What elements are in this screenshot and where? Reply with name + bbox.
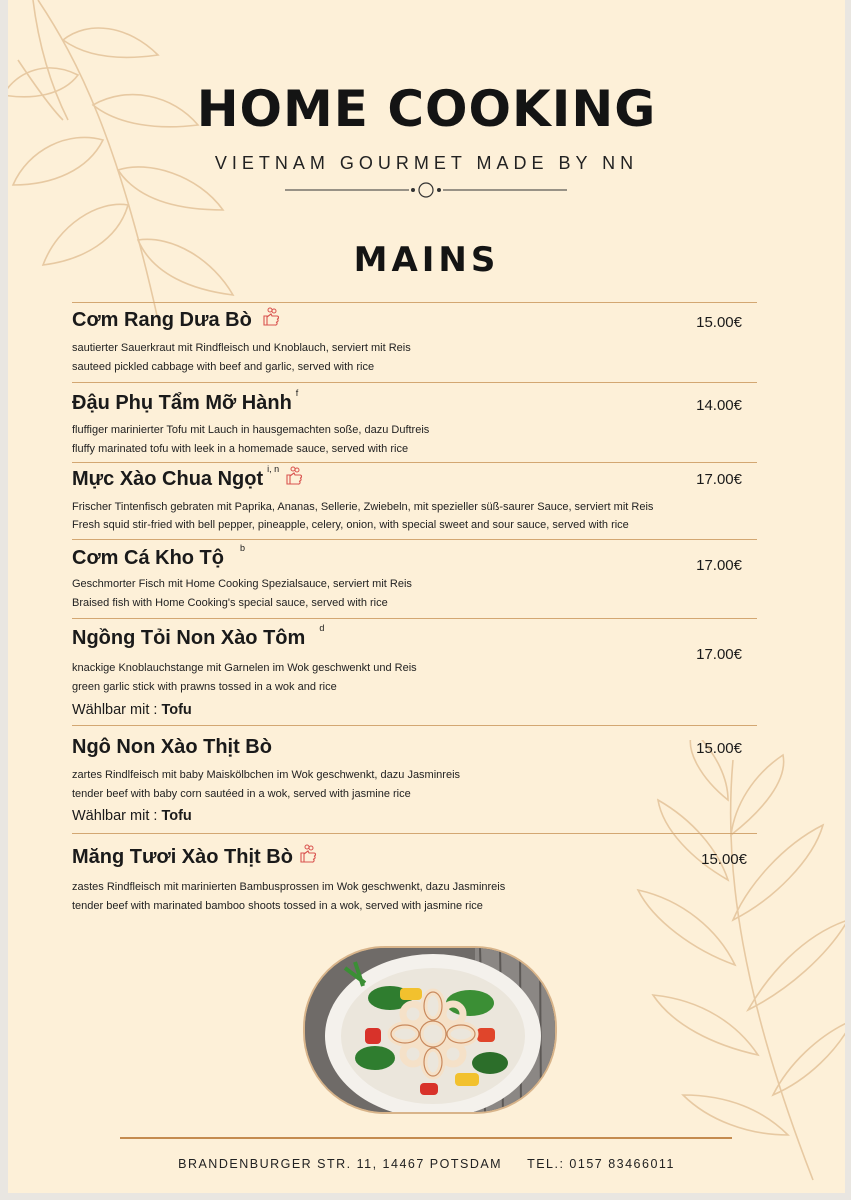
restaurant-title: HOME COOKING: [196, 80, 657, 138]
menu-item-name: Cơm Rang Dưa Bò: [72, 309, 280, 335]
divider: [72, 833, 757, 834]
menu-item-description-en: Fresh squid stir-fried with bell pepper, pineapple, celery, onion, with special sweet and sour sauce, served with rice: [72, 519, 629, 531]
menu-page: [8, 0, 845, 1193]
section-heading: MAINS: [353, 240, 500, 280]
menu-item-description-de: sautierter Sauerkraut mit Rindfleisch und Knoblauch, serviert mit Reis: [72, 342, 411, 354]
menu-item-description-de: zartes Rindlfeisch mit baby Maiskölbchen im Wok geschwenkt, dazu Jasminreis: [72, 769, 461, 781]
menu-item-price: 15.00€: [696, 740, 742, 757]
divider: [72, 618, 757, 619]
footer: [8, 1157, 845, 1171]
footer-divider: [120, 1137, 732, 1139]
menu-item-price: 14.00€: [696, 397, 742, 414]
menu-item-name: Ngồng Tỏi Non Xào Tôm $^d$: [72, 623, 325, 649]
menu-item-description-de: zastes Rindfleisch mit marinierten Bambusprossen im Wok geschwenkt, dazu Jasminreis: [72, 881, 506, 893]
menu-item-price: 17.00€: [696, 471, 742, 488]
divider: [72, 382, 757, 383]
thumbs-up-icon: [285, 466, 303, 492]
menu-item-name: Mực Xào Chua Ngọt $^{i, n}$: [72, 468, 303, 494]
menu-item-description-en: tender beef with baby corn sautéed in a wok, served with jasmine rice: [72, 788, 411, 800]
menu-item-description-en: sauteed pickled cabbage with beef and garlic, served with rice: [72, 361, 375, 373]
menu-item-price: 15.00€: [701, 851, 747, 868]
divider-ornament-icon: [285, 178, 567, 202]
menu-item-description-de: Geschmorter Fisch mit Home Cooking Spezialsauce, serviert mit Reis: [72, 578, 412, 590]
dish-photo: [303, 946, 557, 1114]
menu-item-option: Wählbar mit : Tofu: [72, 808, 192, 824]
restaurant-subtitle: VIETNAM GOURMET MADE BY NN: [214, 153, 639, 173]
menu-item-option: Wählbar mit : Tofu: [72, 702, 192, 718]
squid-dish-image: [305, 948, 555, 1112]
divider: [72, 462, 757, 463]
menu-item-description-en: tender beef with marinated bamboo shoots tossed in a wok, served with jasmine rice: [72, 900, 483, 912]
menu-item-description-de: fluffiger marinierter Tofu mit Lauch in hausgemachten soße, dazu Duftreis: [72, 424, 430, 436]
menu-item-description-en: Braised fish with Home Cooking's special sauce, served with rice: [72, 597, 388, 609]
thumbs-up-icon: [299, 844, 317, 870]
menu-item-price: 17.00€: [696, 557, 742, 574]
menu-item-description-en: fluffy marinated tofu with leek in a homemade sauce, served with rice: [72, 443, 409, 455]
footer-address: BRANDENBURGER STR. 11, 14467 POTSDAM: [178, 1157, 503, 1171]
menu-item-price: 15.00€: [696, 314, 742, 331]
footer-phone: TEL.: 0157 83466011: [527, 1157, 675, 1171]
menu-item-name: Măng Tươi Xào Thịt Bò: [72, 846, 317, 872]
menu-item-name: Cơm Cá Kho Tộ $^b$: [72, 543, 246, 569]
menu-item-name: Đậu Phụ Tẩm Mỡ Hành $^f$: [72, 388, 299, 414]
menu-item-description-de: knackige Knoblauchstange mit Garnelen im Wok geschwenkt und Reis: [72, 662, 417, 674]
menu-item-price: 17.00€: [696, 646, 742, 663]
menu-item-description-en: green garlic stick with prawns tossed in a wok and rice: [72, 681, 337, 693]
leaf-decoration-bottom-right-icon: [623, 740, 845, 1190]
divider: [72, 539, 757, 540]
divider: [72, 302, 757, 303]
divider: [72, 725, 757, 726]
menu-item-description-de: Frischer Tintenfisch gebraten mit Paprika, Ananas, Sellerie, Zwiebeln, mit spezieller süß-saurer Sauce, serviert mit Reis: [72, 501, 654, 513]
menu-item-name: Ngô Non Xào Thịt Bò: [72, 736, 272, 758]
thumbs-up-icon: [262, 307, 280, 333]
